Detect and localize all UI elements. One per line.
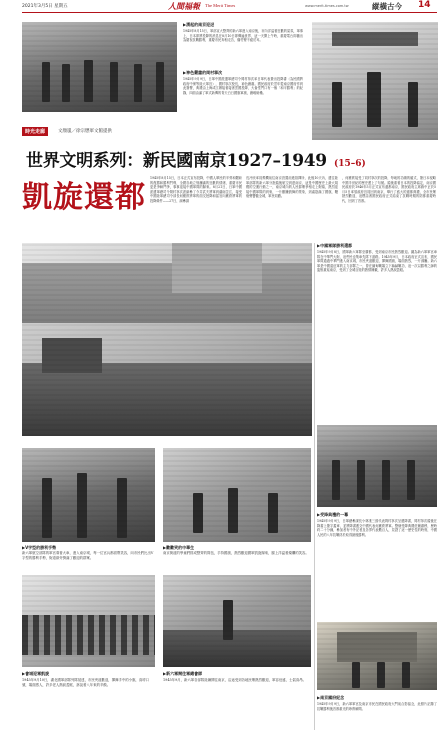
child-figure xyxy=(228,488,238,533)
lead-column-2: 長冷欣率員飛機前往南京設置前進指揮所，此後10天內，遣往陸軍部隊的新六軍分批隨後航空到達南京，這是中國歷史上最大規模的空運行動之一，南京城內的人民群眾爭相走上街頭，熱烈迎接中國軍隊的到來，一片歡騰鼓舞的景象，到處掛滿了國旗，鞭炮聲響徹全城，軍民同歡。 xyxy=(246,176,338,199)
crowd xyxy=(163,630,311,667)
photo-troops-marching xyxy=(22,22,177,112)
caption-2: 南京街道的學童們排成整齊的隊伍，手持國旗，熱烈歡迎國軍凱旋歸來，臉上洋溢著燦爛的笑容。 xyxy=(163,551,309,555)
soldier-figure xyxy=(77,473,87,538)
soldier-figure xyxy=(407,460,415,500)
newspaper-logo: 人間福報 xyxy=(168,1,200,11)
soldier-figure xyxy=(42,478,52,538)
photo-troops-row xyxy=(317,425,437,507)
top-heading-2: ▶神色嚴肅的岡村寧次 xyxy=(183,70,223,75)
page-title xyxy=(26,146,436,171)
header-rule xyxy=(22,12,437,13)
right-paragraph-4: 1945年9月9日，新六軍軍官及南京市民在國民政府大門前合影留念，此照片記錄了抗戰勝利後首都重光的珍貴瞬間。 xyxy=(317,702,437,711)
officer-figure xyxy=(402,662,410,688)
lead-column-3: ，何應欽接受了同村寧次的投降，每地的功績的確式，簽日本侵略中國半世紀的歷史畫上了句號。隨後重著日本的投降協定，南京國民政府於1946年5月正式宣布還都南京，國民政府主席蔣中正於5月5日率領政府官員回到南京，舉行了盛大的還都典禮，全市民眾熱烈歡迎，這標誌著國民政府正式結束了抗戰時期的陪都重慶時代，回到了首都。 xyxy=(342,176,436,203)
caption-heading-4: ▶新六軍開往軍總會師 xyxy=(163,671,203,676)
top-paragraph-1: 1945年8月15日，軍部宣大整齊的新六軍進入南京後，市內洋溢著狂歡的氣氛，軍事上，日本即將投降的消息在8月10日即傳遍世界，這一天開上午時，重慶電台即播出為慶祝抗戰勝利，重慶市民奔相走告，爆竹聲不絕於耳。 xyxy=(183,29,303,43)
lead-column-1: 1945年8月15日，日本正式宣布投降，中國人單民的辛勞和艱鉅的復勝和勝利鬥利，全國各地立刻瀰滿的狂歡的情緒，重慶市民更是爭瞬門爭，事事迎接中國軍隊的歸來。8月21日，日軍中國派遣軍總司令岡村寧次派副參了今井武夫將軍到湖南芷江，接受中國陸軍總司令部長何應欽將軍的面交授降和當官向應欽將軍的投降條件——27日，副參謀 xyxy=(150,176,242,203)
photo-v-sign-soldiers xyxy=(22,448,155,542)
column-divider xyxy=(314,243,315,730)
officer-figure xyxy=(332,82,342,127)
column-tag: 時光走廊 xyxy=(22,127,48,136)
caption-heading-3: ▶會城迎軍凱旋 xyxy=(22,671,50,676)
top-paragraph-2: 1945年9月9日，日軍中國派遣軍總司令岡村寧次率日軍代表簽出投降書（為民國將政府中保等陸大軍官），國村寧次校長，神色嚴肅。國民政府於翌年從南京國府作到此簽署，典禮由上海或江辦接著接著雲國投降，大會堂門口有一個「和平勝利」的紀錄，四面由滿了軍式新傳的青天白日國旗軍旗，嚴峻暗壘。 xyxy=(183,77,303,95)
soldier-figure xyxy=(223,600,233,640)
newspaper-logo-en: The Merit Times xyxy=(205,3,236,8)
soldier-figure xyxy=(117,478,127,538)
photo-city-gate-crowd xyxy=(22,243,312,436)
right-paragraph-1: 1945年9月8日，國軍新六軍隊至廣都，受到南京市民熱烈歡迎。圖為新六軍軍官車隊在中華門大街，這些民也集車先隊下道路。1945年9月，日本政府正式宣布，國民軍隊通過中華門進入南京城，市民夾道歡迎，揮舞國旗，場面熱烈，一片沸騰。新六軍是中國遠征軍的主力部隊之一，曾在緬甸戰場立下赫赫戰功，這一次以勝利之師的姿態重返南京，受到了全城百姓的熱情擁戴，許多人熱淚盈眶。 xyxy=(317,250,437,273)
caption-1: 新六軍航空部隊的軍官乘著大車，進入南京城，每一位官兵都面帶笑容，向市民們比出V字型的勝利手勢，街道兩旁擠滿了歡迎的群眾。 xyxy=(22,551,154,560)
hall-banner xyxy=(332,32,418,46)
caption-heading-1: ▶V字型的勝利手勢 xyxy=(22,545,57,550)
officer-figure xyxy=(352,662,360,688)
troop-line xyxy=(22,615,155,655)
photo-convoy-crowd xyxy=(163,575,311,667)
soldier-figure xyxy=(134,64,142,102)
right-heading-4: ▶南京國府紀念 xyxy=(317,695,345,700)
child-figure xyxy=(268,493,278,533)
header-bar xyxy=(0,0,440,12)
gate-tower xyxy=(172,243,262,293)
officer-figure xyxy=(377,662,385,688)
caption-heading-2: ▶歡歡笑的中華生 xyxy=(163,545,195,550)
section-name: 縱橫古今 xyxy=(372,2,402,11)
right-heading-3: ▶受降典禮的一幕 xyxy=(317,512,349,517)
soldier-figure xyxy=(62,64,70,102)
soldier-figure xyxy=(382,460,390,500)
soldier-figure xyxy=(156,62,164,102)
soldier-figure xyxy=(84,60,93,102)
caption-3: 1945年9月10日，湖北國軍部隊列隊抵達，市民夾道歡迎，揮舞手中的小旗，高呼口號，場面感人，許多老人熱淚盈眶，訴說著八年來的辛酸。 xyxy=(22,678,149,687)
series-part: (15–6) xyxy=(333,159,366,169)
soldier-figure xyxy=(110,62,118,102)
officer-figure xyxy=(408,82,418,127)
page-number: 14 xyxy=(418,0,431,10)
issue-date: 2021年3月5日 星期五 xyxy=(22,4,68,9)
crowd xyxy=(22,363,312,436)
truck xyxy=(42,338,102,373)
top-heading-1: ▶湧起的南京迎迓 xyxy=(183,22,215,27)
soldier-figure xyxy=(332,460,340,500)
soldier-figure xyxy=(357,460,365,500)
city-wall xyxy=(22,263,312,323)
series-title: 世界文明系列：新民國南京1927–1949 xyxy=(26,151,327,171)
photo-children-flags xyxy=(163,448,311,542)
website: www.merit-times.com.tw xyxy=(305,3,349,8)
right-paragraph-3: 1945年9月9日，日軍總參謀長小林淺三郎代表岡村寧次呈遞降書，岡村寧次隨後在降書上簽字蓋章，並將降書遞交中國代表何應欽將軍。整個受降典禮莊嚴肅穆，歷時約二十分鐘，參加者有中外記者及各界代表數百人，見證了這一歷史性的時刻，中國人民的八年抗戰終於取得最後勝利。 xyxy=(317,519,437,537)
photo-surrender-ceremony xyxy=(312,22,438,140)
kicker-headline: 凱旋還都 xyxy=(22,180,146,215)
child-figure xyxy=(193,493,203,533)
author-credit: 文顏嵐／徐宗懋軍文館提供 xyxy=(58,129,112,134)
officer-figure xyxy=(367,72,381,127)
photo-troops-lined-street xyxy=(22,575,155,667)
photo-government-gate xyxy=(317,622,437,690)
soldier-figure xyxy=(42,62,50,102)
right-heading-1: ▶中國軍隊勝利還都 xyxy=(317,243,353,248)
gate-pillars xyxy=(337,632,417,662)
caption-4: 1945年9月，新六軍各部隊陸續開往南京，沿途受到各地民眾熱烈歡迎，軍容壯盛，士氣高昂。 xyxy=(163,678,307,682)
